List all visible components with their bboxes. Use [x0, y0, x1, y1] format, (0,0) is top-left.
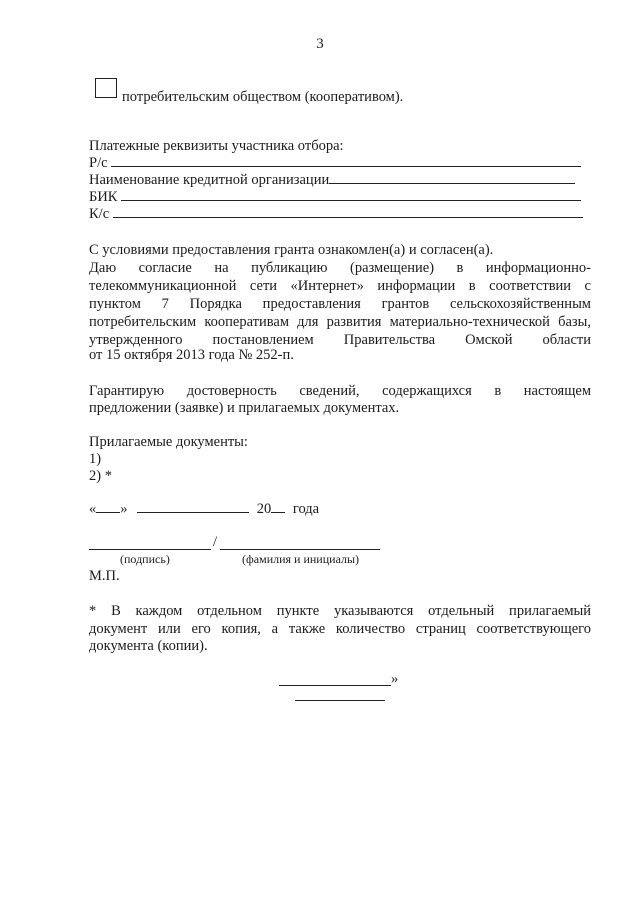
requisite-rs-field[interactable]	[89, 154, 591, 172]
end-rule	[295, 700, 385, 701]
closing-rule	[279, 685, 391, 686]
attachment-item[interactable]: 1)	[89, 451, 102, 467]
date-year-prefix: 20	[256, 501, 272, 517]
requisite-ks-label: К/с	[89, 206, 110, 222]
consent-line: потребительским кооперативам для развития материально-технической базы,	[89, 314, 591, 330]
checkbox-label: потребительским обществом (кооперативом).	[122, 89, 404, 105]
requisite-bik-blank[interactable]	[121, 188, 581, 201]
requisite-rs-blank[interactable]	[111, 154, 581, 167]
date-month-blank[interactable]	[137, 500, 249, 513]
footnote-line: документа (копии).	[89, 638, 208, 654]
signature-caption: (подпись)	[120, 552, 170, 566]
date-close-quote: »	[120, 501, 128, 517]
signature-separator: /	[213, 534, 218, 550]
date-year-suffix: года	[292, 501, 320, 517]
stamp-placeholder: М.П.	[89, 568, 120, 584]
name-blank[interactable]	[220, 549, 380, 550]
attachments-heading: Прилагаемые документы:	[89, 434, 248, 450]
requisite-rs-label: Р/с	[89, 155, 108, 171]
requisite-bank-blank[interactable]	[329, 171, 575, 184]
date-line	[89, 500, 319, 518]
consent-line: пунктом 7 Порядка предоставления грантов сельскохозяйственным	[89, 296, 591, 312]
requisite-bik-label: БИК	[89, 189, 118, 205]
guarantee-line: Гарантирую достоверность сведений, содержащихся в настоящем	[89, 383, 591, 399]
date-day-blank[interactable]	[96, 500, 120, 513]
cooperative-checkbox[interactable]	[95, 78, 117, 98]
consent-line: от 15 октября 2013 года № 252-п.	[89, 347, 294, 363]
signature-blank[interactable]	[89, 549, 211, 550]
page-number: 3	[316, 36, 324, 52]
requisites-heading: Платежные реквизиты участника отбора:	[89, 138, 344, 154]
guarantee-line: предложении (заявке) и прилагаемых документах.	[89, 400, 400, 416]
acquainted-statement: С условиями предоставления гранта ознакомлен(а) и согласен(а).	[89, 242, 494, 258]
footnote-line: * В каждом отдельном пункте указываются отдельный прилагаемый	[89, 603, 591, 619]
requisite-ks-field[interactable]	[89, 205, 591, 223]
name-caption: (фамилия и инициалы)	[242, 552, 360, 566]
consent-line: утвержденного постановлением Правительства Омской области	[89, 332, 591, 348]
requisite-bik-field[interactable]	[89, 188, 591, 206]
date-open-quote: «	[89, 501, 97, 517]
attachment-item[interactable]: 2) *	[89, 468, 112, 484]
requisite-ks-blank[interactable]	[113, 205, 583, 218]
footnote-line: документ или его копия, а также количество страниц соответствующего	[89, 621, 591, 637]
closing-quote: »	[391, 671, 399, 687]
consent-line: телекоммуникационной сети «Интернет» информации в соответствии с	[89, 278, 591, 294]
requisite-bank-label: Наименование кредитной организации	[89, 172, 330, 188]
consent-line: Даю согласие на публикацию (размещение) в информационно-	[89, 260, 591, 276]
date-year-blank[interactable]	[271, 500, 285, 513]
requisite-bank-field[interactable]	[89, 171, 591, 189]
